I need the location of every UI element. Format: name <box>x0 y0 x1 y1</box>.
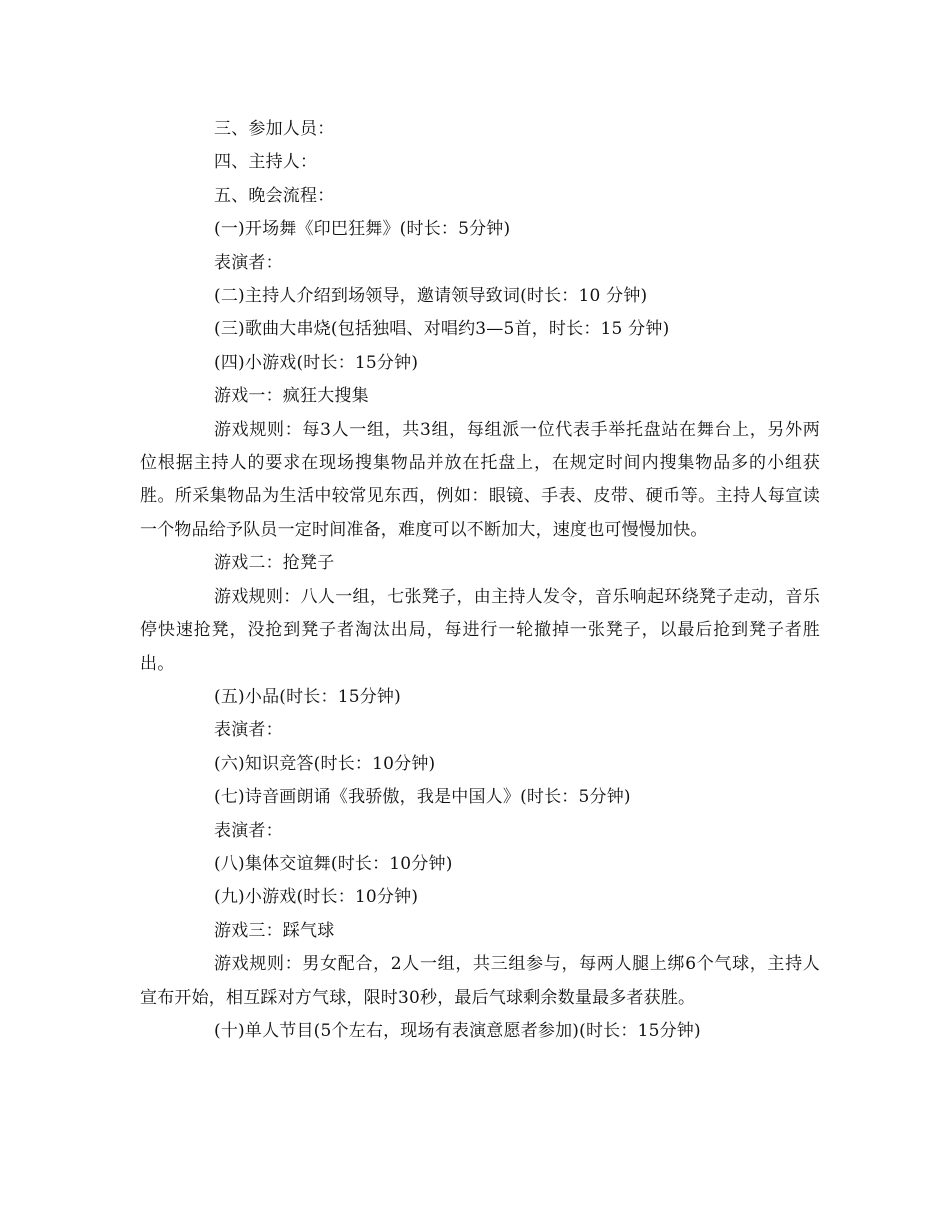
section-participants: 三、参加人员： <box>214 119 335 139</box>
performer-label: 表演者： <box>214 720 283 741</box>
game-2-title: 游戏二：抢凳子 <box>214 553 335 574</box>
performer-label: 表演者： <box>214 252 283 273</box>
program-item-5: (五)小品(时长：15分钟) <box>214 686 401 707</box>
program-item-2: (二)主持人介绍到场领导，邀请领导致词(时长：10 分钟) <box>214 286 648 307</box>
game-3-rule: 游戏规则：男女配合，2人一组，共三组参与，每两人腿上绑6个气球，主持人宣布开始，相互踩对方气球，限时30秒，最后气球剩余数量最多者获胜。 <box>140 954 820 1008</box>
program-item-4: (四)小游戏(时长：15分钟) <box>214 352 419 373</box>
game-3-title: 游戏三：踩气球 <box>214 920 335 941</box>
section-host: 四、主持人： <box>214 152 318 173</box>
program-item-1: (一)开场舞《印巴狂舞》(时长：5分钟) <box>214 219 511 240</box>
program-item-8: (八)集体交谊舞(时长：10分钟) <box>214 853 453 874</box>
program-item-9: (九)小游戏(时长：10分钟) <box>214 887 419 908</box>
program-item-6: (六)知识竞答(时长：10分钟) <box>214 753 436 774</box>
game-1-title: 游戏一：疯狂大搜集 <box>214 386 369 407</box>
program-item-3: (三)歌曲大串烧(包括独唱、对唱约3—5首，时长：15 分钟) <box>214 319 670 340</box>
performer-label: 表演者： <box>214 820 283 841</box>
document-body <box>140 113 820 1048</box>
game-1-rule: 游戏规则：每3人一组，共3组，每组派一位代表手举托盘站在舞台上，另外两位根据主持人的要求在现场搜集物品并放在托盘上，在规定时间内搜集物品多的小组获胜。所采集物品为生活中较常见东西，例如：眼镜、手表、皮带、硬币等。主持人每宣读一个物品给予队员一定时间准备，难度可以不断加大，速度也可慢慢加快。 <box>140 419 820 540</box>
program-item-10: (十)单人节目(5个左右，现场有表演意愿者参加)(时长：15分钟) <box>214 1020 701 1041</box>
section-program-flow: 五、晚会流程： <box>214 185 335 206</box>
game-2-rule: 游戏规则：八人一组，七张凳子，由主持人发令，音乐响起环绕凳子走动，音乐停快速抢凳，没抢到凳子者淘汰出局，每进行一轮撤掉一张凳子，以最后抢到凳子者胜出。 <box>140 586 820 674</box>
program-item-7: (七)诗音画朗诵《我骄傲，我是中国人》(时长：5分钟) <box>214 787 631 808</box>
